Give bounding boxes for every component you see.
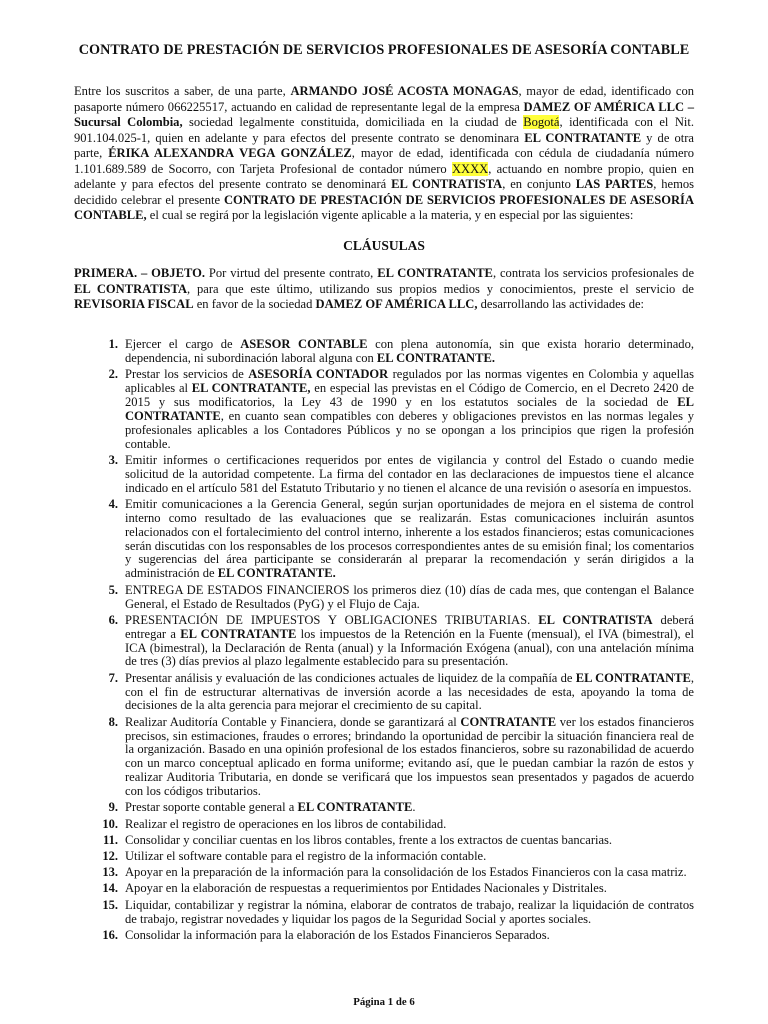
list-item-text: Presentar análisis y evaluación de las condiciones actuales de liquidez de la compañía de EL CONTRATANTE, con el fin de estructurar alternativas de inversión acorde a las necesidades de esta, apoyando la toma de decisiones de la alta gerencia para mejorar el crecimiento de su capital. xyxy=(125,670,695,713)
list-item-number: 11. xyxy=(103,832,118,847)
intro-contratante-label: EL CONTRATANTE xyxy=(524,130,642,145)
list-item xyxy=(74,882,694,896)
list-item xyxy=(74,850,694,864)
list-item xyxy=(74,801,694,815)
clause-text: , contrata los servicios profesionales de xyxy=(492,266,695,280)
list-item-text: Ejercer el cargo de ASESOR CONTABLE con plena autonomía, sin que exista horario determinado, dependencia, ni subordinación laboral alguna con EL CONTRATANTE. xyxy=(125,337,694,365)
list-item xyxy=(74,866,694,880)
list-item-number: 2. xyxy=(108,367,118,382)
intro-paragraph xyxy=(74,84,694,224)
list-item-text: ENTREGA DE ESTADOS FINANCIEROS los primeros diez (10) días de cada mes, que contengan el Balance General, el Estado de Resultados (PyG) y el Flujo de Caja. xyxy=(125,582,694,611)
list-item-number: 3. xyxy=(108,452,118,467)
list-item-number: 13. xyxy=(102,865,118,880)
list-item-text: Utilizar el software contable para el registro de la información contable. xyxy=(125,848,487,863)
list-item-text: Apoyar en la elaboración de respuestas a requerimientos por Entidades Nacionales y Distritales. xyxy=(125,881,607,896)
list-item-number: 14. xyxy=(102,881,118,896)
document-title: CONTRATO DE PRESTACIÓN DE SERVICIOS PROFESIONALES DE ASESORÍA CONTABLE xyxy=(78,42,690,58)
list-item xyxy=(74,498,694,581)
list-item-number: 12. xyxy=(102,848,118,863)
list-item xyxy=(74,929,694,943)
list-item-number: 7. xyxy=(108,670,118,685)
clausulas-heading: CLÁUSULAS xyxy=(343,238,425,253)
list-item-number: 1. xyxy=(108,337,118,351)
list-item-text: Realizar Auditoría Contable y Financiera, donde se garantizará al CONTRATANTE ver los estados financieros precisos, sin estimaciones, fraudes o errores; brindando la oportunidad de percibir la situación financiera real de la organización. Basado en una opinión profesional de los estados financieros, sobre su razonabilidad de acuerdo con un marco conceptual aplicado en forma uniforme; evitando así, que le puedan cambiar la razón de estos y realizar Auditoria Tributaria, en donde se verificará que los impuestos sean presentados y pagados de acuerdo con los códigos tributarios. xyxy=(125,714,695,799)
list-item xyxy=(74,834,694,848)
list-item xyxy=(74,672,694,714)
list-item-text: Emitir informes o certificaciones requeridos por entes de vigilancia y control del Estado o cuando medie solicitud de la autoridad competente. La firma del contador en las declaraciones de impuestos tiene el alcance indicado en el artículo 581 del Estatuto Tributario y no tienen el alcance de una revisión o asesoría en impuestos. xyxy=(125,452,694,495)
list-item-text: Prestar soporte contable general a EL CONTRATANTE. xyxy=(125,800,416,815)
list-item-text: Consolidar la información para la elaboración de los Estados Financieros Separados. xyxy=(125,927,550,942)
intro-text: y de otra parte, xyxy=(74,130,694,160)
intro-contractor-name: ÉRIKA ALEXANDRA VEGA GONZÁLEZ xyxy=(108,146,352,160)
activities-list xyxy=(74,338,694,945)
intro-text: , mayor de edad, identificada con cédula de ciudadanía número 1.101.689.589 de Socorro, con Tarjeta Profesional de contador número xyxy=(74,146,694,176)
intro-text: Entre los suscritos a saber, de una parte, xyxy=(74,84,291,98)
clause-text: Por virtud del presente contrato, xyxy=(204,266,378,280)
list-item-text: Prestar los servicios de ASESORÍA CONTADOR regulados por las normas vigentes en Colombia y aquellas aplicables al EL CONTRATANTE, en especial las previstas en el Código de Comercio, en el Decreto 2420 de 2015 y sus modificatorios, la Ley 43 de 1990 y en los estatutos sociales de la sociedad de EL CONTRATANTE, en cuanto sean compatibles con deberes y obligaciones previstos en las normas legales y profesionales aplicables a los Contadores Públicos y no se opongan a los principios que rigen la profesión contable. xyxy=(125,367,695,451)
clause-text: en favor de la sociedad xyxy=(193,297,316,311)
intro-text: , mayor de edad, identificado con pasaporte número 066225517, actuando en calidad de representante legal de la empresa xyxy=(74,84,694,114)
list-item-number: 15. xyxy=(102,897,118,912)
intro-text: el cual se regirá por la legislación vigente aplicable a la materia, y en especial por las siguientes: xyxy=(146,208,634,222)
list-item-text: Emitir comunicaciones a la Gerencia General, según surjan oportunidades de mejora en el sistema de control interno como resultado de las evaluaciones que se realizarán. Estas comunicaciones incluirán asuntos relacionados con el fortalecimiento del control interno, inherente a los estados financieros; estas comunicaciones serán discutidas con los responsables de los procesos correspondientes antes de su emisión final; los comentarios y sugerencias del área participante se considerarán al preparar la recomendación y serán dirigidos a la administración de EL CONTRATANTE. xyxy=(125,496,694,581)
list-item-text: Consolidar y conciliar cuentas en los libros contables, frente a los extractos de cuentas bancarias. xyxy=(125,832,613,847)
list-item-number: 6. xyxy=(108,612,118,627)
clause-text: desarrollando las actividades de: xyxy=(477,297,645,311)
list-item xyxy=(74,338,694,366)
clause-text: , para que este último, utilizando sus propios medios y conocimientos, preste el servicio de xyxy=(187,281,694,296)
list-item-text: Realizar el registro de operaciones en los libros de contabilidad. xyxy=(125,816,447,831)
list-item-number: 8. xyxy=(108,714,118,729)
list-item xyxy=(74,584,694,612)
intro-contract-name: CONTRATO DE PRESTACIÓN DE SERVICIOS PROFESIONALES DE ASESORÍA CONTABLE, xyxy=(74,192,695,222)
list-item xyxy=(74,716,694,799)
intro-text: , hemos decidido celebrar el presente xyxy=(74,177,694,207)
list-item-text: PRESENTACIÓN DE IMPUESTOS Y OBLIGACIONES TRIBUTARIAS. EL CONTRATISTA deberá entregar a EL CONTRATANTE los impuestos de la Retención en la Fuente (mensual), el IVA (bimestral), el ICA (bimestral), la Declaración de Renta (anual) y la Información Exógena (anual), con una antelación mínima de tres (3) días previos al plazo legalmente establecido para su presentación. xyxy=(125,612,694,669)
list-item xyxy=(74,614,694,670)
intro-text: sociedad legalmente constituida, domiciliada en la ciudad de xyxy=(182,115,524,129)
clause-primera-title: PRIMERA. – OBJETO. xyxy=(74,266,205,280)
clause-bold-term: EL CONTRATANTE xyxy=(377,266,493,280)
intro-text: , en conjunto xyxy=(502,177,576,191)
intro-party-name: ARMANDO JOSÉ ACOSTA MONAGAS xyxy=(290,84,519,98)
list-item-number: 9. xyxy=(108,800,118,815)
list-item-number: 4. xyxy=(108,496,118,511)
intro-text: , identificada con el Nit. 901.104.025-1, quien en adelante y para efectos del presente contrato se denominara xyxy=(74,115,694,145)
intro-las-partes-label: LAS PARTES xyxy=(575,177,654,191)
page-number-footer: Página 1 de 6 xyxy=(353,996,415,1008)
list-item-text: Liquidar, contabilizar y registrar la nómina, elaborar de contratos de trabajo, realizar la liquidación de contratos de trabajo, registrar novedades y liquidar los pagos de la Seguridad Social y aportes sociales. xyxy=(125,897,694,926)
highlighted-city: Bogotá xyxy=(523,115,560,129)
intro-text: , actuando en nombre propio, quien en adelante y para efectos del presente contrato se denominará xyxy=(74,161,694,191)
list-item-number: 5. xyxy=(108,582,118,597)
highlighted-license-number: XXXX xyxy=(451,161,489,176)
list-item xyxy=(74,454,694,496)
clause-primera xyxy=(74,266,694,313)
list-item-number: 10. xyxy=(102,816,118,831)
list-item-text: Apoyar en la preparación de la información para la consolidación de los Estados Financieros con la casa matriz. xyxy=(125,865,687,880)
intro-contratista-label: EL CONTRATISTA xyxy=(391,177,503,191)
list-item xyxy=(74,899,694,927)
intro-company-name: DAMEZ OF AMÉRICA LLC – Sucursal Colombia, xyxy=(74,99,695,129)
clause-bold-term: REVISORIA FISCAL xyxy=(74,297,194,311)
list-item xyxy=(74,818,694,832)
clause-bold-term: EL CONTRATISTA xyxy=(74,281,188,296)
list-item xyxy=(74,368,694,451)
list-item-number: 16. xyxy=(102,927,118,942)
clause-bold-term: DAMEZ OF AMÉRICA LLC, xyxy=(315,297,478,311)
